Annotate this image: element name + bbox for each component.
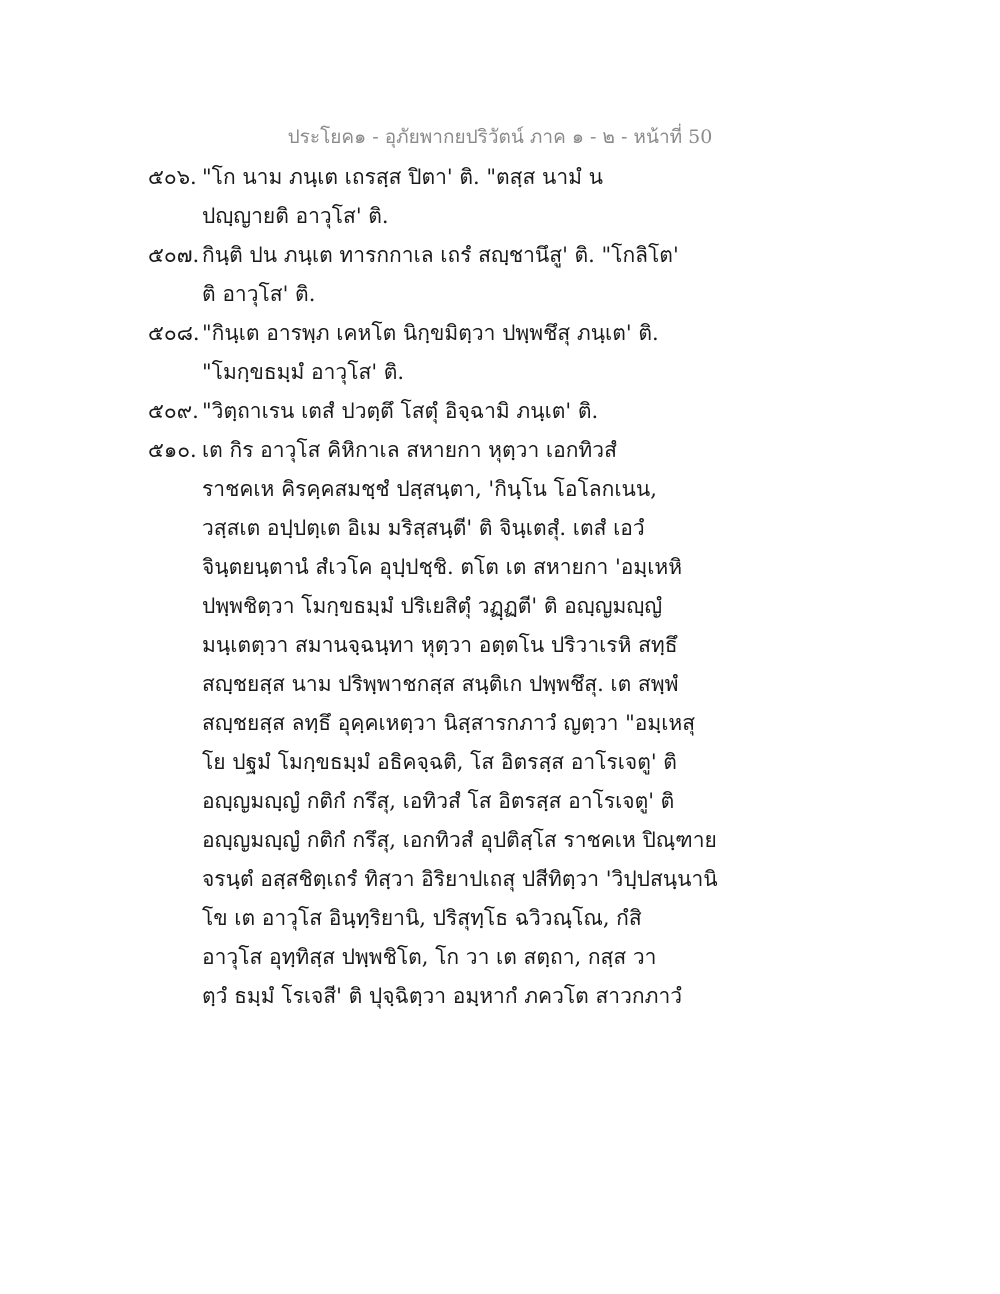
entry-number: ๕๐๘. bbox=[148, 321, 200, 345]
entry-506 bbox=[148, 158, 708, 236]
entry-number: ๕๐๙. bbox=[148, 399, 199, 423]
entries-list bbox=[148, 158, 718, 1016]
entry-line: มนฺเตตฺวา สมานจฺฉนฺทา หุตฺวา อตฺตโน ปริวาเรหิ สทฺธึ bbox=[202, 633, 678, 657]
page-header bbox=[0, 122, 1000, 152]
entry-line: ปญฺญายติ อาวุโส' ติ. bbox=[202, 204, 389, 228]
entry-line: วสฺสเต อปฺปตฺเต อิเม มริสฺสนฺตี' ติ จินฺเตสุํ. เตสํ เอวํ bbox=[202, 516, 645, 540]
entry-line: ปพฺพชิตฺวา โมกฺขธมฺมํ ปริเยสิตุํ วฏฺฏตี' ติ อญฺญมญฺญํ bbox=[202, 594, 663, 618]
entry-line: "โมกฺขธมฺมํ อาวุโส' ติ. bbox=[202, 360, 405, 384]
entry-line: "โก นาม ภนฺเต เถรสฺส ปิตา' ติ. "ตสฺส นามํ น bbox=[202, 165, 603, 189]
entry-line: ตฺวํ ธมฺมํ โรเจสี' ติ ปุจฺฉิตฺวา อมฺหากํ ภควโต สาวกภาวํ bbox=[202, 984, 683, 1008]
entry-line: ราชคเห คิรคฺคสมชฺชํ ปสฺสนฺตา, 'กินฺโน โอโลกเนน, bbox=[202, 477, 657, 501]
entry-line: จินฺตยนฺตานํ สํเวโค อุปฺปชฺชิ. ตโต เต สหายกา 'อมฺเหหิ bbox=[202, 555, 683, 579]
entry-line: ติ อาวุโส' ติ. bbox=[202, 282, 316, 306]
entry-line: จรนฺตํ อสฺสชิตฺเถรํ ทิสฺวา อิริยาปเถสุ ปสีทิตฺวา 'วิปฺปสนฺนานิ bbox=[202, 867, 718, 891]
entry-line: อญฺญมญฺญํ กติกํ กรึสุ, เอกทิวสํ อุปติสฺโส ราชคเห ปิณฺฑาย bbox=[202, 828, 717, 852]
entry-number: ๕๐๗. bbox=[148, 243, 200, 267]
entry-line: โย ปฐมํ โมกฺขธมฺมํ อธิคจฺฉติ, โส อิตรสฺส อาโรเจตู' ติ bbox=[202, 750, 677, 774]
entry-510 bbox=[148, 431, 718, 1016]
entry-508 bbox=[148, 314, 708, 392]
entry-line: อญฺญมญฺญํ กติกํ กรึสุ, เอทิวสํ โส อิตรสฺส อาโรเจตู' ติ bbox=[202, 789, 675, 813]
entry-number: ๕๐๖. bbox=[148, 165, 197, 189]
entry-line: เต กิร อาวุโส คิหิกาเล สหายกา หุตฺวา เอกทิวสํ bbox=[202, 438, 617, 462]
entry-line: "วิตฺถาเรน เตสํ ปวตฺตึ โสตุํ อิจฺฉามิ ภนฺเต' ติ. bbox=[202, 399, 599, 423]
entry-507 bbox=[148, 236, 708, 314]
entry-509 bbox=[148, 392, 708, 431]
entry-line: "กินฺเต อารพฺภ เคหโต นิกฺขมิตฺวา ปพฺพชึสุ ภนฺเต' ติ. bbox=[202, 321, 659, 345]
entry-line: สญฺชยสฺส นาม ปริพฺพาชกสฺส สนฺติเก ปพฺพชึสุ. เต สพฺพํ bbox=[202, 672, 679, 696]
page-header-text: ประโยค๑ - อุภัยพากยปริวัตน์ ภาค ๑ - ๒ - หน้าที่ 50 bbox=[287, 126, 713, 148]
entry-line: สญฺชยสฺส ลทฺธึ อุคฺคเหตฺวา นิสฺสารกภาวํ ญตฺวา "อมฺเหสุ bbox=[202, 711, 696, 735]
entry-line: กินฺติ ปน ภนฺเต ทารกกาเล เถรํ สญฺชานึสู' ติ. "โกลิโต' bbox=[202, 243, 679, 267]
entry-line: อาวุโส อุทฺทิสฺส ปพฺพชิโต, โก วา เต สตฺถา, กสฺส วา bbox=[202, 945, 657, 969]
entry-line: โข เต อาวุโส อินฺทฺริยานิ, ปริสุทฺโธ ฉวิวณฺโณ, กํสิ bbox=[202, 906, 642, 930]
entry-number: ๕๑๐. bbox=[148, 438, 197, 462]
